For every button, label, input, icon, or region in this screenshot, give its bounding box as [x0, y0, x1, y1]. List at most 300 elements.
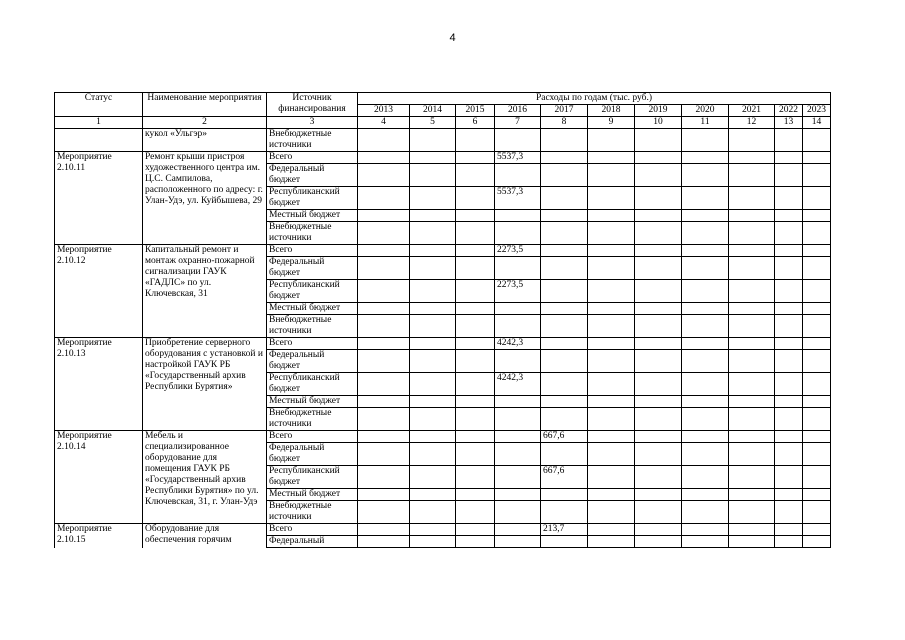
empty-cell [588, 408, 635, 431]
source-cell: Внебюджетные источники [267, 501, 358, 524]
table-row [55, 524, 831, 536]
column-number: 6 [456, 117, 495, 129]
empty-cell [588, 350, 635, 373]
empty-cell [803, 257, 831, 280]
empty-cell [410, 315, 456, 338]
empty-cell [588, 431, 635, 443]
empty-cell [775, 338, 803, 350]
empty-cell [588, 164, 635, 187]
empty-cell [541, 210, 588, 222]
empty-cell [410, 129, 456, 152]
empty-cell [410, 524, 456, 536]
measure-name: Ремонт крыши пристроя художественного центра им. Ц.С. Сампилова, расположенного по адресу: г. Улан-Удэ, ул. Куйбышева, 29 [143, 152, 267, 245]
empty-cell [682, 210, 729, 222]
empty-cell [635, 536, 682, 548]
empty-cell [635, 257, 682, 280]
column-number: 7 [495, 117, 541, 129]
empty-cell [541, 187, 588, 210]
empty-cell [635, 280, 682, 303]
empty-cell [729, 210, 775, 222]
column-number: 9 [588, 117, 635, 129]
empty-cell [729, 315, 775, 338]
source-cell: Внебюджетные источники [267, 315, 358, 338]
empty-cell [456, 152, 495, 164]
measure-name: Приобретение серверного оборудования с установкой и настройкой ГАУК РБ «Государственный архив Республики Бурятия» [143, 338, 267, 431]
empty-cell [495, 524, 541, 536]
empty-cell [410, 187, 456, 210]
empty-cell [588, 129, 635, 152]
empty-cell [803, 222, 831, 245]
empty-cell [729, 524, 775, 536]
source-cell: Федеральный бюджет [267, 164, 358, 187]
empty-cell [410, 280, 456, 303]
header-year: 2022 [775, 105, 803, 117]
empty-cell [495, 443, 541, 466]
measure-name: кукол «Ульгэр» [143, 129, 267, 152]
empty-cell [803, 350, 831, 373]
empty-cell [803, 466, 831, 489]
source-cell: Внебюджетные источники [267, 222, 358, 245]
empty-cell [635, 373, 682, 396]
empty-cell [588, 245, 635, 257]
empty-cell [775, 373, 803, 396]
empty-cell [775, 303, 803, 315]
empty-cell [635, 524, 682, 536]
page-number: 4 [449, 32, 456, 44]
empty-cell [635, 222, 682, 245]
empty-cell [358, 536, 410, 548]
empty-cell [635, 443, 682, 466]
empty-cell [682, 129, 729, 152]
empty-cell [358, 396, 410, 408]
empty-cell [456, 443, 495, 466]
source-cell: Республиканский бюджет [267, 466, 358, 489]
empty-cell [588, 187, 635, 210]
empty-cell [803, 303, 831, 315]
empty-cell [588, 443, 635, 466]
value-cell: 4242,3 [495, 338, 541, 350]
empty-cell [803, 408, 831, 431]
value-cell: 4242,3 [495, 373, 541, 396]
empty-cell [358, 245, 410, 257]
empty-cell [803, 396, 831, 408]
source-cell: Всего [267, 245, 358, 257]
status-cell [55, 129, 143, 152]
empty-cell [588, 373, 635, 396]
empty-cell [729, 129, 775, 152]
empty-cell [495, 257, 541, 280]
empty-cell [729, 466, 775, 489]
source-cell: Местный бюджет [267, 396, 358, 408]
empty-cell [775, 501, 803, 524]
source-cell: Всего [267, 524, 358, 536]
empty-cell [495, 431, 541, 443]
empty-cell [495, 396, 541, 408]
empty-cell [635, 338, 682, 350]
measure-status: Мероприятие 2.10.13 [55, 338, 143, 431]
empty-cell [358, 373, 410, 396]
empty-cell [358, 443, 410, 466]
empty-cell [588, 524, 635, 536]
empty-cell [775, 280, 803, 303]
empty-cell [682, 443, 729, 466]
empty-cell [729, 245, 775, 257]
empty-cell [729, 257, 775, 280]
column-number: 1 [55, 117, 143, 129]
header-year: 2023 [803, 105, 831, 117]
empty-cell [541, 338, 588, 350]
empty-cell [803, 152, 831, 164]
empty-cell [541, 164, 588, 187]
value-cell: 213,7 [541, 524, 588, 536]
empty-cell [456, 222, 495, 245]
empty-cell [803, 536, 831, 548]
header-name: Наименование мероприятия [143, 93, 267, 117]
empty-cell [541, 408, 588, 431]
empty-cell [635, 315, 682, 338]
empty-cell [410, 373, 456, 396]
empty-cell [729, 443, 775, 466]
empty-cell [456, 315, 495, 338]
empty-cell [456, 245, 495, 257]
empty-cell [682, 303, 729, 315]
empty-cell [729, 396, 775, 408]
empty-cell [358, 280, 410, 303]
empty-cell [495, 501, 541, 524]
empty-cell [358, 210, 410, 222]
measure-status: Мероприятие 2.10.11 [55, 152, 143, 245]
empty-cell [358, 431, 410, 443]
empty-cell [358, 257, 410, 280]
value-cell: 667,6 [541, 431, 588, 443]
empty-cell [682, 501, 729, 524]
empty-cell [541, 443, 588, 466]
column-number: 12 [729, 117, 775, 129]
empty-cell [495, 303, 541, 315]
value-cell: 5537,3 [495, 152, 541, 164]
empty-cell [588, 501, 635, 524]
empty-cell [729, 222, 775, 245]
value-cell: 2273,5 [495, 280, 541, 303]
empty-cell [635, 303, 682, 315]
empty-cell [541, 129, 588, 152]
empty-cell [410, 245, 456, 257]
empty-cell [456, 164, 495, 187]
empty-cell [775, 257, 803, 280]
header-row [55, 93, 831, 105]
empty-cell [456, 187, 495, 210]
empty-cell [410, 443, 456, 466]
empty-cell [541, 489, 588, 501]
empty-cell [803, 431, 831, 443]
column-number: 11 [682, 117, 729, 129]
source-cell: Республиканский бюджет [267, 373, 358, 396]
header-year: 2015 [456, 105, 495, 117]
empty-cell [729, 431, 775, 443]
measure-name: Мебель и специализированное оборудование для помещения ГАУК РБ «Государственный архив Республики Бурятия» по ул. Ключевская, 31, г. Улан-Удэ [143, 431, 267, 524]
empty-cell [456, 303, 495, 315]
empty-cell [682, 257, 729, 280]
column-number: 4 [358, 117, 410, 129]
empty-cell [729, 303, 775, 315]
source-cell: Всего [267, 152, 358, 164]
empty-cell [635, 152, 682, 164]
empty-cell [775, 443, 803, 466]
empty-cell [358, 524, 410, 536]
empty-cell [682, 222, 729, 245]
empty-cell [588, 315, 635, 338]
empty-cell [775, 431, 803, 443]
empty-cell [729, 350, 775, 373]
empty-cell [803, 373, 831, 396]
empty-cell [803, 338, 831, 350]
empty-cell [358, 489, 410, 501]
empty-cell [358, 303, 410, 315]
empty-cell [803, 443, 831, 466]
header-year: 2017 [541, 105, 588, 117]
empty-cell [410, 210, 456, 222]
empty-cell [803, 245, 831, 257]
empty-cell [358, 408, 410, 431]
empty-cell [775, 152, 803, 164]
source-cell: Всего [267, 431, 358, 443]
empty-cell [495, 536, 541, 548]
empty-cell [456, 536, 495, 548]
column-number: 8 [541, 117, 588, 129]
empty-cell [456, 280, 495, 303]
empty-cell [682, 164, 729, 187]
source-cell: Республиканский бюджет [267, 187, 358, 210]
header-expenses: Расходы по годам (тыс. руб.) [358, 93, 831, 105]
empty-cell [775, 536, 803, 548]
empty-cell [803, 164, 831, 187]
empty-cell [495, 315, 541, 338]
empty-cell [682, 338, 729, 350]
empty-cell [541, 222, 588, 245]
measure-status: Мероприятие 2.10.14 [55, 431, 143, 524]
empty-cell [358, 315, 410, 338]
empty-cell [495, 129, 541, 152]
empty-cell [635, 210, 682, 222]
empty-cell [803, 524, 831, 536]
source-cell: Внебюджетные источники [267, 129, 358, 152]
empty-cell [410, 257, 456, 280]
empty-cell [729, 152, 775, 164]
source-cell: Республиканский бюджет [267, 280, 358, 303]
empty-cell [541, 257, 588, 280]
empty-cell [775, 350, 803, 373]
header-status: Статус [55, 93, 143, 117]
empty-cell [682, 431, 729, 443]
measure-name: Оборудование для обеспечения горячим [143, 524, 267, 548]
empty-cell [456, 489, 495, 501]
empty-cell [682, 466, 729, 489]
empty-cell [682, 489, 729, 501]
empty-cell [410, 350, 456, 373]
header-year: 2013 [358, 105, 410, 117]
empty-cell [588, 257, 635, 280]
table-row [55, 129, 831, 152]
value-cell: 667,6 [541, 466, 588, 489]
empty-cell [410, 431, 456, 443]
header-year: 2018 [588, 105, 635, 117]
empty-cell [775, 129, 803, 152]
empty-cell [358, 164, 410, 187]
empty-cell [456, 129, 495, 152]
empty-cell [775, 396, 803, 408]
empty-cell [635, 164, 682, 187]
empty-cell [775, 489, 803, 501]
source-cell: Местный бюджет [267, 210, 358, 222]
empty-cell [588, 152, 635, 164]
empty-cell [358, 129, 410, 152]
empty-cell [682, 152, 729, 164]
empty-cell [456, 350, 495, 373]
empty-cell [358, 501, 410, 524]
empty-cell [541, 303, 588, 315]
empty-cell [775, 245, 803, 257]
source-cell: Местный бюджет [267, 303, 358, 315]
empty-cell [635, 489, 682, 501]
empty-cell [541, 501, 588, 524]
empty-cell [635, 466, 682, 489]
empty-cell [541, 152, 588, 164]
empty-cell [729, 373, 775, 396]
empty-cell [682, 396, 729, 408]
empty-cell [358, 222, 410, 245]
empty-cell [635, 396, 682, 408]
empty-cell [456, 210, 495, 222]
empty-cell [803, 129, 831, 152]
empty-cell [410, 396, 456, 408]
empty-cell [495, 164, 541, 187]
empty-cell [682, 536, 729, 548]
empty-cell [456, 408, 495, 431]
empty-cell [588, 466, 635, 489]
empty-cell [588, 536, 635, 548]
empty-cell [410, 152, 456, 164]
empty-cell [410, 489, 456, 501]
empty-cell [635, 408, 682, 431]
empty-cell [729, 280, 775, 303]
empty-cell [410, 164, 456, 187]
empty-cell [775, 408, 803, 431]
empty-cell [410, 536, 456, 548]
empty-cell [588, 303, 635, 315]
empty-cell [682, 280, 729, 303]
empty-cell [588, 396, 635, 408]
empty-cell [495, 408, 541, 431]
empty-cell [456, 396, 495, 408]
empty-cell [635, 129, 682, 152]
empty-cell [775, 315, 803, 338]
empty-cell [803, 315, 831, 338]
empty-cell [729, 408, 775, 431]
empty-cell [358, 350, 410, 373]
empty-cell [456, 338, 495, 350]
empty-cell [803, 210, 831, 222]
empty-cell [803, 187, 831, 210]
empty-cell [803, 489, 831, 501]
empty-cell [541, 536, 588, 548]
column-number: 13 [775, 117, 803, 129]
column-number: 14 [803, 117, 831, 129]
empty-cell [495, 466, 541, 489]
empty-cell [410, 222, 456, 245]
header-year: 2014 [410, 105, 456, 117]
empty-cell [682, 315, 729, 338]
empty-cell [541, 280, 588, 303]
empty-cell [682, 245, 729, 257]
header-source: Источник финансирования [267, 93, 358, 117]
empty-cell [588, 338, 635, 350]
empty-cell [803, 280, 831, 303]
source-cell: Федеральный бюджет [267, 257, 358, 280]
empty-cell [682, 187, 729, 210]
header-year: 2021 [729, 105, 775, 117]
empty-cell [729, 489, 775, 501]
empty-cell [358, 338, 410, 350]
empty-cell [410, 303, 456, 315]
source-cell: Федеральный бюджет [267, 443, 358, 466]
empty-cell [456, 524, 495, 536]
empty-cell [495, 222, 541, 245]
table-row [55, 431, 831, 443]
empty-cell [775, 164, 803, 187]
header-year: 2019 [635, 105, 682, 117]
measure-name: Капитальный ремонт и монтаж охранно-пожарной сигнализации ГАУК «ГАДЛС» по ул. Ключевская, 31 [143, 245, 267, 338]
empty-cell [541, 350, 588, 373]
empty-cell [495, 350, 541, 373]
empty-cell [635, 431, 682, 443]
table-row [55, 152, 831, 164]
empty-cell [682, 408, 729, 431]
value-cell: 2273,5 [495, 245, 541, 257]
empty-cell [541, 396, 588, 408]
empty-cell [358, 466, 410, 489]
table-row [55, 338, 831, 350]
empty-cell [775, 187, 803, 210]
empty-cell [729, 164, 775, 187]
source-cell: Федеральный бюджет [267, 350, 358, 373]
empty-cell [635, 245, 682, 257]
empty-cell [541, 315, 588, 338]
empty-cell [358, 187, 410, 210]
source-cell: Федеральный [267, 536, 358, 548]
empty-cell [541, 245, 588, 257]
empty-cell [729, 536, 775, 548]
measure-status: Мероприятие 2.10.15 [55, 524, 143, 548]
source-cell: Местный бюджет [267, 489, 358, 501]
empty-cell [410, 338, 456, 350]
empty-cell [729, 338, 775, 350]
empty-cell [410, 501, 456, 524]
empty-cell [729, 501, 775, 524]
header-year: 2020 [682, 105, 729, 117]
column-number: 2 [143, 117, 267, 129]
column-number: 5 [410, 117, 456, 129]
empty-cell [775, 466, 803, 489]
table-row [55, 245, 831, 257]
empty-cell [635, 501, 682, 524]
empty-cell [635, 350, 682, 373]
measure-status: Мероприятие 2.10.12 [55, 245, 143, 338]
value-cell: 5537,3 [495, 187, 541, 210]
empty-cell [588, 210, 635, 222]
empty-cell [456, 466, 495, 489]
empty-cell [410, 466, 456, 489]
empty-cell [588, 222, 635, 245]
